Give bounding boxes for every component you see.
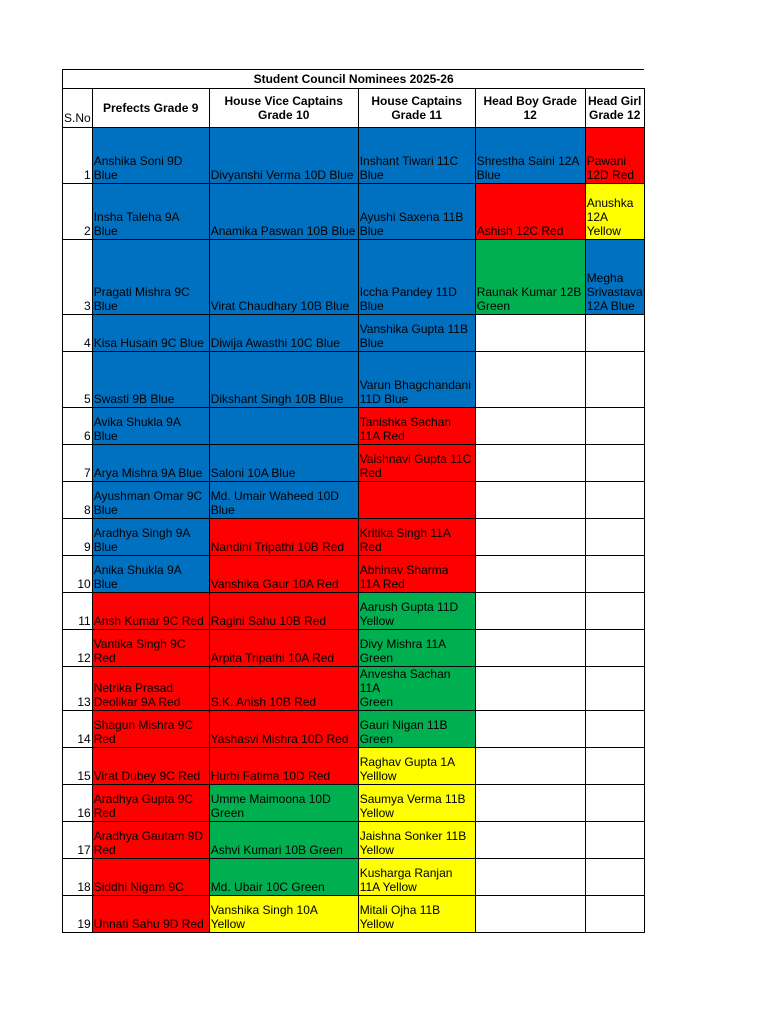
head-girl-cell <box>585 748 644 785</box>
head-boy-cell <box>475 822 585 859</box>
captain-cell: Tanishka Sachan 11A Red <box>358 408 475 445</box>
vice-captain-cell: Md. Umair Waheed 10D Blue <box>209 482 358 519</box>
prefect-cell: Ayushman Omar 9C Blue <box>92 482 209 519</box>
row-number: 14 <box>63 711 93 748</box>
head-boy-cell <box>475 408 585 445</box>
head-boy-cell <box>475 482 585 519</box>
vice-captain-cell: Divyanshi Verma 10D Blue <box>209 128 358 184</box>
captain-cell: Saumya Verma 11B Yellow <box>358 785 475 822</box>
head-boy-cell <box>475 445 585 482</box>
captain-cell: Gauri Nigan 11B Green <box>358 711 475 748</box>
row-number: 10 <box>63 556 93 593</box>
row-number: 11 <box>63 593 93 630</box>
vice-captain-cell: Saloni 10A Blue <box>209 445 358 482</box>
table-row <box>63 859 645 896</box>
captain-cell: Kusharga Ranjan 11A Yellow <box>358 859 475 896</box>
row-number: 3 <box>63 240 93 315</box>
head-girl-cell <box>585 556 644 593</box>
prefect-cell: Ansh Kumar 9C Red <box>92 593 209 630</box>
prefect-cell: Anshika Soni 9D Blue <box>92 128 209 184</box>
head-girl-cell <box>585 352 644 408</box>
head-boy-cell: Raunak Kumar 12B Green <box>475 240 585 315</box>
head-girl-cell: Pawani 12D Red <box>585 128 644 184</box>
vice-captain-cell: Md. Ubair 10C Green <box>209 859 358 896</box>
nominees-table <box>62 69 645 933</box>
captain-cell: Kritika Singh 11A Red <box>358 519 475 556</box>
row-number: 19 <box>63 896 93 933</box>
table-row <box>63 556 645 593</box>
head-boy-cell: Ashish 12C Red <box>475 184 585 240</box>
head-girl-cell <box>585 408 644 445</box>
head-girl-cell <box>585 822 644 859</box>
head-boy-cell <box>475 748 585 785</box>
sheet-title: Student Council Nominees 2025-26 <box>63 70 645 89</box>
vice-captain-cell: Virat Chaudhary 10B Blue <box>209 240 358 315</box>
table-row <box>63 519 645 556</box>
head-girl-cell <box>585 593 644 630</box>
row-number: 8 <box>63 482 93 519</box>
head-boy-cell <box>475 593 585 630</box>
captain-cell: Iccha Pandey 11D Blue <box>358 240 475 315</box>
table-row <box>63 240 645 315</box>
header-head-girl: Head Girl Grade 12 <box>585 89 644 128</box>
captain-cell: Vaishnavi Gupta 11C Red <box>358 445 475 482</box>
table-row <box>63 896 645 933</box>
head-boy-cell <box>475 519 585 556</box>
head-girl-cell <box>585 667 644 711</box>
vice-captain-cell: Ragini Sahu 10B Red <box>209 593 358 630</box>
prefect-cell: Pragati Mishra 9C Blue <box>92 240 209 315</box>
head-girl-cell <box>585 519 644 556</box>
vice-captain-cell: Hurbi Fatima 10D Red <box>209 748 358 785</box>
vice-captain-cell: Dikshant Singh 10B Blue <box>209 352 358 408</box>
row-number: 4 <box>63 315 93 352</box>
title-row <box>63 70 645 89</box>
prefect-cell: Virat Dubey 9C Red <box>92 748 209 785</box>
prefect-cell: Siddhi Nigam 9C <box>92 859 209 896</box>
head-boy-cell <box>475 785 585 822</box>
prefect-cell: Unnati Sahu 9D Red <box>92 896 209 933</box>
head-girl-cell <box>585 630 644 667</box>
vice-captain-cell: Diwija Awasthi 10C Blue <box>209 315 358 352</box>
vice-captain-cell: Vanshika Gaur 10A Red <box>209 556 358 593</box>
row-number: 6 <box>63 408 93 445</box>
vice-captain-cell <box>209 408 358 445</box>
row-number: 5 <box>63 352 93 408</box>
prefect-cell: Vantika Singh 9C Red <box>92 630 209 667</box>
captain-cell: Inshant Tiwari 11C Blue <box>358 128 475 184</box>
vice-captain-cell: Nandini Tripathi 10B Red <box>209 519 358 556</box>
table-row <box>63 822 645 859</box>
table-row <box>63 785 645 822</box>
captain-cell: Abhinav Sharma 11A Red <box>358 556 475 593</box>
prefect-cell: Insha Taleha 9A Blue <box>92 184 209 240</box>
prefect-cell: Arya Mishra 9A Blue <box>92 445 209 482</box>
captain-cell: Aarush Gupta 11D Yellow <box>358 593 475 630</box>
captain-cell: Jaishna Sonker 11B Yellow <box>358 822 475 859</box>
prefect-cell: Netrika Prasad Deolikar 9A Red <box>92 667 209 711</box>
prefect-cell: Aradhya Singh 9A Blue <box>92 519 209 556</box>
row-number: 7 <box>63 445 93 482</box>
table-row <box>63 352 645 408</box>
head-boy-cell <box>475 859 585 896</box>
captain-cell <box>358 482 475 519</box>
vice-captain-cell: Arpita Tripathi 10A Red <box>209 630 358 667</box>
captain-cell: Raghav Gupta 1A Yelllow <box>358 748 475 785</box>
captain-cell: Divy Mishra 11A Green <box>358 630 475 667</box>
vice-captain-cell: Umme Maimoona 10D Green <box>209 785 358 822</box>
head-girl-cell <box>585 482 644 519</box>
captain-cell: Varun Bhagchandani 11D Blue <box>358 352 475 408</box>
table-row <box>63 667 645 711</box>
row-number: 16 <box>63 785 93 822</box>
table-row <box>63 445 645 482</box>
header-prefects: Prefects Grade 9 <box>92 89 209 128</box>
table-row <box>63 748 645 785</box>
table-row <box>63 630 645 667</box>
head-girl-cell: Megha Srivastava 12A Blue <box>585 240 644 315</box>
table-row <box>63 184 645 240</box>
header-head-boy: Head Boy Grade 12 <box>475 89 585 128</box>
nominees-table-body <box>63 70 645 933</box>
vice-captain-cell: Yashasvi Mishra 10D Red <box>209 711 358 748</box>
captain-cell: Mitali Ojha 11B Yellow <box>358 896 475 933</box>
vice-captain-cell: Ashvi Kumari 10B Green <box>209 822 358 859</box>
captain-cell: Anvesha Sachan 11A Green <box>358 667 475 711</box>
header-captains: House Captains Grade 11 <box>358 89 475 128</box>
table-row <box>63 711 645 748</box>
head-girl-cell <box>585 445 644 482</box>
prefect-cell: Kisa Husain 9C Blue <box>92 315 209 352</box>
head-boy-cell <box>475 896 585 933</box>
prefect-cell: Anika Shukla 9A Blue <box>92 556 209 593</box>
head-boy-cell <box>475 315 585 352</box>
head-girl-cell <box>585 785 644 822</box>
header-vice-captains: House Vice Captains Grade 10 <box>209 89 358 128</box>
prefect-cell: Avika Shukla 9A Blue <box>92 408 209 445</box>
captain-cell: Ayushi Saxena 11B Blue <box>358 184 475 240</box>
head-girl-cell <box>585 711 644 748</box>
head-girl-cell: Anushka 12A Yellow <box>585 184 644 240</box>
captain-cell: Vanshika Gupta 11B Blue <box>358 315 475 352</box>
vice-captain-cell: Vanshika Singh 10A Yellow <box>209 896 358 933</box>
table-row <box>63 482 645 519</box>
head-boy-cell <box>475 667 585 711</box>
table-row <box>63 593 645 630</box>
prefect-cell: Aradhya Gautam 9D Red <box>92 822 209 859</box>
row-number: 9 <box>63 519 93 556</box>
header-sno: S.No <box>63 89 93 128</box>
table-row <box>63 408 645 445</box>
head-boy-cell <box>475 711 585 748</box>
prefect-cell: Swasti 9B Blue <box>92 352 209 408</box>
vice-captain-cell: S.K. Anish 10B Red <box>209 667 358 711</box>
row-number: 13 <box>63 667 93 711</box>
prefect-cell: Aradhya Gupta 9C Red <box>92 785 209 822</box>
row-number: 18 <box>63 859 93 896</box>
head-girl-cell <box>585 896 644 933</box>
vice-captain-cell: Anamika Paswan 10B Blue <box>209 184 358 240</box>
head-boy-cell: Shrestha Saini 12A Blue <box>475 128 585 184</box>
row-number: 15 <box>63 748 93 785</box>
header-row <box>63 89 645 128</box>
table-row <box>63 315 645 352</box>
head-boy-cell <box>475 352 585 408</box>
head-boy-cell <box>475 630 585 667</box>
head-girl-cell <box>585 315 644 352</box>
head-girl-cell <box>585 859 644 896</box>
row-number: 1 <box>63 128 93 184</box>
row-number: 12 <box>63 630 93 667</box>
table-row <box>63 128 645 184</box>
head-boy-cell <box>475 556 585 593</box>
row-number: 17 <box>63 822 93 859</box>
row-number: 2 <box>63 184 93 240</box>
prefect-cell: Shagun Mishra 9C Red <box>92 711 209 748</box>
